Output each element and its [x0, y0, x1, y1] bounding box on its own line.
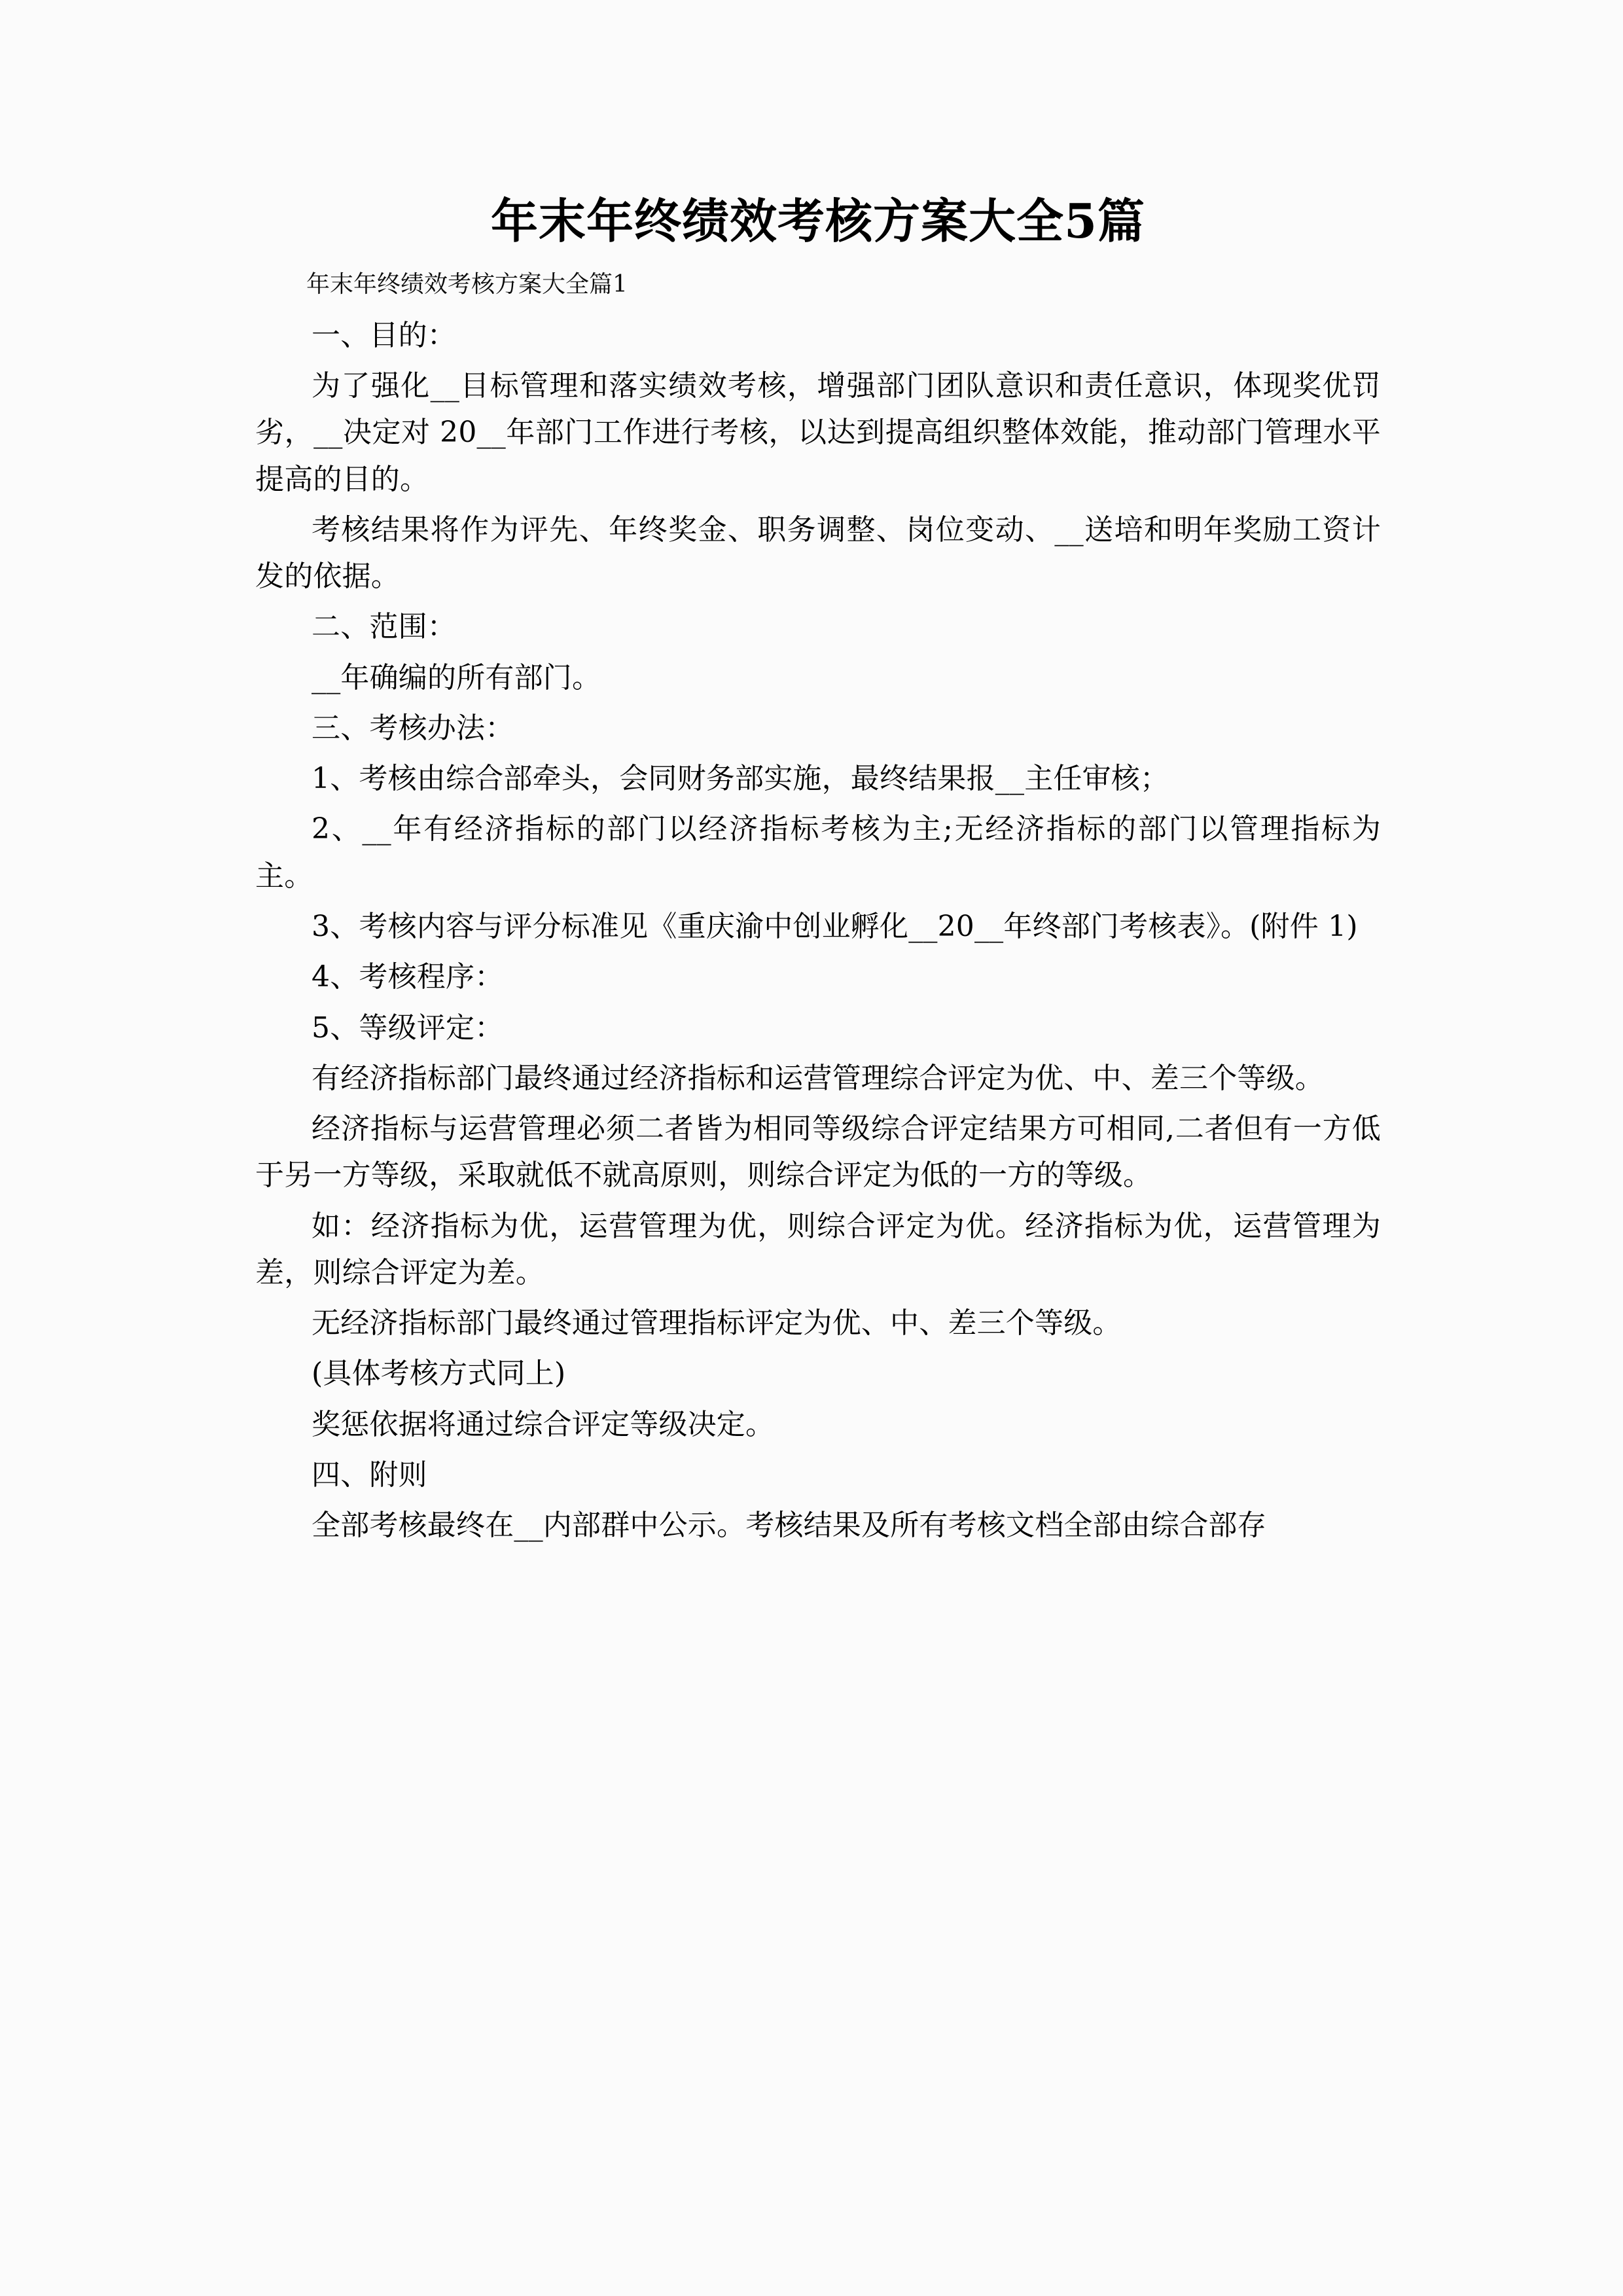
paragraph-heading-method: 三、考核办法： — [312, 711, 514, 745]
paragraph-purpose-usage: 考核结果将作为评先、年终奖金、职务调整、岗位变动、__送培和明年奖励工资计发的依据。 — [255, 512, 1381, 594]
paragraph-supplement-body: 全部考核最终在__内部群中公示。考核结果及所有考核文档全部由综合部存 — [312, 1509, 1266, 1543]
paragraph-method-item-5: 5、等级评定： — [312, 1011, 504, 1045]
paragraph-heading-purpose: 一、目的： — [312, 318, 456, 352]
paragraph-grade-example: 如：经济指标为优，运营管理为优，则综合评定为优。经济指标为优，运营管理为差，则综合评定为差。 — [255, 1209, 1381, 1289]
paragraph-heading-supplement: 四、附则 — [312, 1458, 427, 1492]
paragraph-reward-basis: 奖惩依据将通过综合评定等级决定。 — [312, 1407, 775, 1441]
paragraph-grade-same-method: (具体考核方式同上) — [312, 1357, 566, 1391]
paragraph-grade-nonecon: 无经济指标部门最终通过管理指标评定为优、中、差三个等级。 — [312, 1306, 1122, 1340]
paragraph-method-item-4: 4、考核程序： — [312, 960, 504, 994]
paragraph-scope-body: __年确编的所有部门。 — [312, 660, 601, 694]
document-subtitle: 年末年终绩效考核方案大全篇1 — [306, 271, 628, 298]
page-title: 年末年终绩效考核方案大全5篇 — [490, 193, 1146, 249]
paragraph-grade-rule: 经济指标与运营管理必须二者皆为相同等级综合评定结果方可相同,二者但有一方低于另一方等级，采取就低不就高原则，则综合评定为低的一方的等级。 — [255, 1112, 1381, 1193]
paragraph-method-item-3: 3、考核内容与评分标准见《重庆渝中创业孵化__20__年终部门考核表》。(附件 1) — [312, 910, 1358, 944]
paragraph-grade-econ: 有经济指标部门最终通过经济指标和运营管理综合评定为优、中、差三个等级。 — [312, 1061, 1324, 1095]
paragraph-method-item-2: 2、__年有经济指标的部门以经济指标考核为主;无经济指标的部门以管理指标为主。 — [255, 812, 1381, 893]
paragraph-purpose-body: 为了强化__目标管理和落实绩效考核，增强部门团队意识和责任意识，体现奖优罚劣，__决定对 20__年部门工作进行考核，以达到提高组织整体效能，推动部门管理水平提高的目的。 — [255, 369, 1381, 496]
document-body — [255, 190, 1381, 1552]
paragraph-container — [255, 312, 1381, 1549]
paragraph-heading-scope: 二、范围： — [312, 610, 456, 644]
paragraph-method-item-1: 1、考核由综合部牵头，会同财务部实施，最终结果报__主任审核； — [312, 762, 1169, 796]
